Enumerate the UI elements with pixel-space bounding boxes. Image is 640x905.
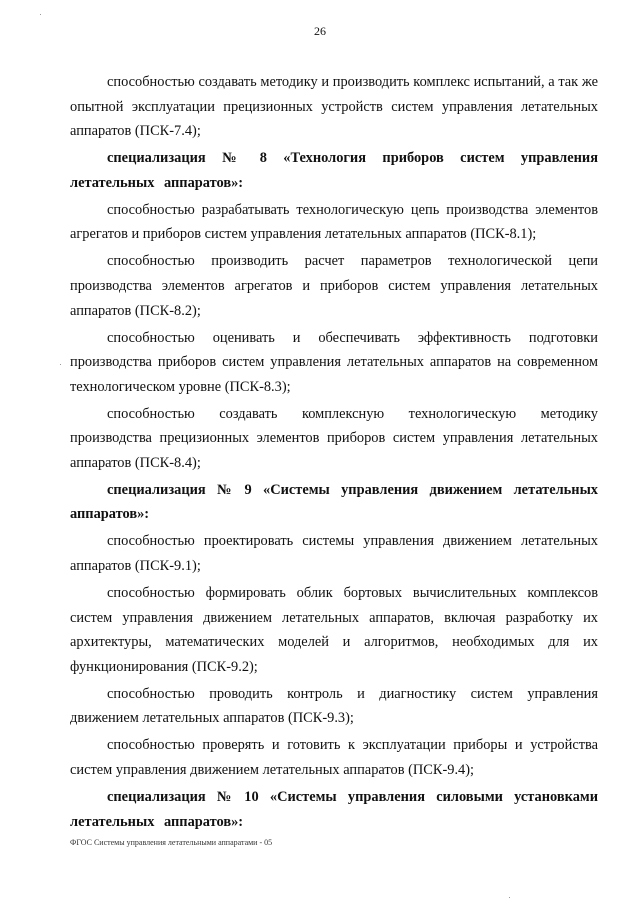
specialization-8-heading: специализация № 8 «Технология приборов систем управления летательных аппаратов»: xyxy=(70,150,598,191)
page-body xyxy=(70,70,598,834)
scan-speck xyxy=(509,897,510,898)
competence-psk-8-2: способностью производить расчет параметров технологической цепи производства элементов агрегатов и приборов систем управления летательных аппаратов (ПСК-8.2); xyxy=(70,253,598,319)
competence-psk-9-3: способностью проводить контроль и диагностику систем управления движением летательных аппаратов (ПСК-9.3); xyxy=(70,685,598,727)
competence-psk-9-1: способностью проектировать системы управления движением летательных аппаратов (ПСК-9.1); xyxy=(70,533,598,575)
page-footer: ФГОС Системы управления летательными аппаратами - 05 xyxy=(70,838,273,847)
competence-psk-9-4: способностью проверять и готовить к эксплуатации приборы и устройства систем управления движением летательных аппаратов (ПСК-9.4); xyxy=(70,737,598,778)
page-number: 26 xyxy=(314,24,326,38)
specialization-10-heading: специализация № 10 «Системы управления силовыми установками летательных аппаратов»: xyxy=(70,788,598,830)
specialization-9-heading: специализация № 9 «Системы управления движением летательных аппаратов»: xyxy=(70,481,598,523)
competence-psk-8-3: способностью оценивать и обеспечивать эффективность подготовки производства приборов систем управления летательных аппаратов на современном технологическом уровне (ПСК-8.3); xyxy=(70,329,598,395)
scan-speck xyxy=(40,14,41,15)
scan-speck xyxy=(60,364,61,365)
competence-psk-8-4: способностью создавать комплексную технологическую методику производства прецизионных элементов приборов систем управления летательных аппаратов (ПСК-8.4); xyxy=(70,405,598,471)
competence-psk-7-4: способностью создавать методику и производить комплекс испытаний, а так же опытной эксплуатации прецизионных устройств систем управления летательных аппаратов (ПСК-7.4); xyxy=(70,74,598,140)
competence-psk-8-1: способностью разрабатывать технологическую цепь производства элементов агрегатов и приборов систем управления летательных аппаратов (ПСК-8.1); xyxy=(70,201,598,243)
competence-psk-9-2: способностью формировать облик бортовых вычислительных комплексов систем управления движением летательных аппаратов, включая разработку их архитектуры, математических моделей и алгоритмов, необходимых для их функционирования (ПСК-9.2); xyxy=(70,585,598,675)
